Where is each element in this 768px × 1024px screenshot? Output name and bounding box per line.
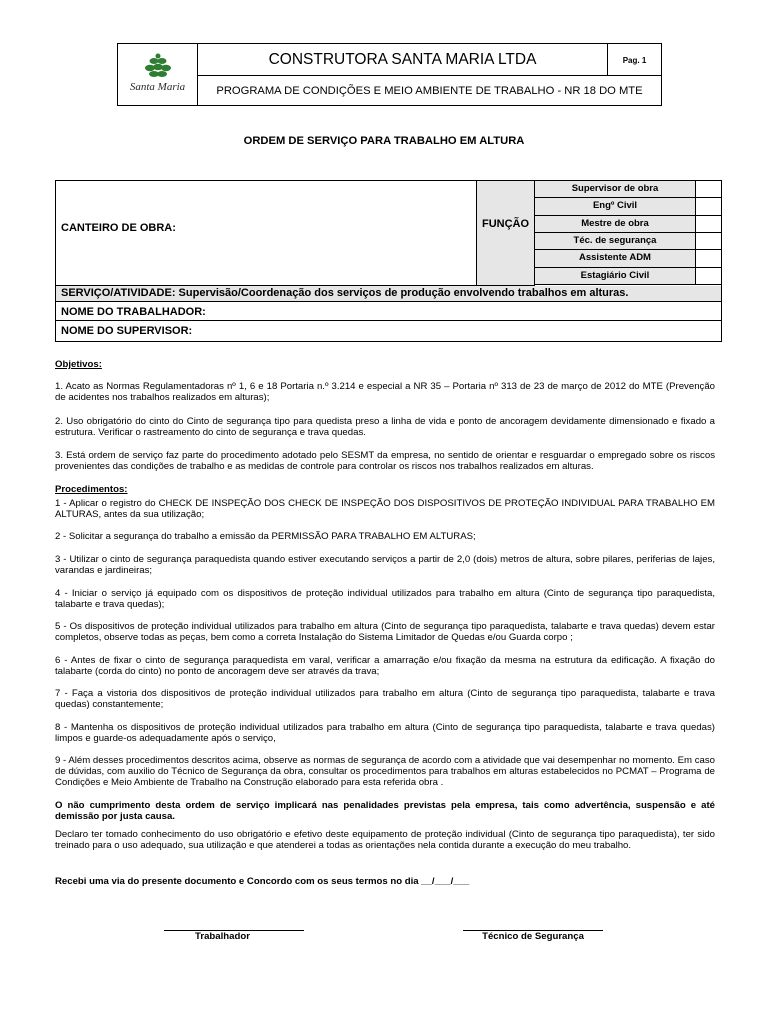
- procedimento-item: 4 - Iniciar o serviço já equipado com os dispositivos de proteção individual utilizados para trabalho em altura (Cinto de segurança tipo paraquedista, talabarte e trava quedas);: [55, 588, 715, 610]
- logo-text: Santa Maria: [129, 81, 186, 93]
- objetivo-item: 1. Acato as Normas Regulamentadoras nº 1, 6 e 18 Portaria n.º 3.214 e especial a NR 35 – Portaria nº 313 de 23 de março de 2012 do MTE (Prevenção de acidentes nos trabalhos realizados em alturas);: [55, 381, 715, 403]
- role-checkbox[interactable]: [696, 181, 721, 198]
- program-name: PROGRAMA DE CONDIÇÕES E MEIO AMBIENTE DE TRABALHO - NR 18 DO MTE: [216, 85, 643, 97]
- service-order-form: [55, 180, 722, 342]
- procedimento-item: 8 - Mantenha os dispositivos de proteção individual utilizados para trabalho em altura (Cinto de segurança tipo paraquedista, talabarte e trava quedas) limpos e guarde-os adequadamente após o serviço,: [55, 722, 715, 744]
- role-checkbox[interactable]: [696, 198, 721, 215]
- role-label: Estagiário Civil: [535, 268, 696, 285]
- receipt-text: Recebi uma via do presente documento e Concordo com os seus termos no dia __/___/___: [55, 876, 470, 887]
- canteiro-cell[interactable]: [56, 181, 477, 286]
- procedimento-item: 1 - Aplicar o registro do CHECK DE INSPEÇÃO DOS CHECK DE INSPEÇÃO DOS DISPOSITIVOS DE PROTEÇÃO INDIVIDUAL PARA TRABALHO EM ALTURAS, antes da sua utilização;: [55, 498, 715, 520]
- servico-atividade: SERVIÇO/ATIVIDADE: Supervisão/Coordenação dos serviços de produção envolvendo trabalhos em alturas.: [56, 286, 721, 302]
- role-label: Supervisor de obra: [535, 181, 696, 198]
- declaration-text: Declaro ter tomado conhecimento do uso obrigatório e efetivo deste equipamento de proteção individual (Cinto de segurança tipo paraquedista), ter sido treinado para o uso adequado, sua utilização e que atenderei a todas as orientações nela contida durante a execução do meu trabalho.: [55, 829, 715, 851]
- procedimento-item: 7 - Faça a vistoria dos dispositivos de proteção individual utilizados para trabalho em altura (Cinto de segurança tipo paraquedista, talabarte e trava quedas) constantemente;: [55, 688, 715, 710]
- logo-mark-icon: [118, 44, 197, 84]
- funcao-cell: [477, 181, 535, 286]
- role-label: Assistente ADM: [535, 250, 696, 267]
- trabalhador-field[interactable]: NOME DO TRABALHADOR:: [56, 303, 721, 321]
- document-header: [117, 43, 662, 106]
- objetivo-item: 2. Uso obrigatório do cinto do Cinto de segurança tipo para quedista preso a linha de vida e ponto de ancoragem devidamente dimensionado e fixado a estrutura. Verificar o rastreamento do cinto de segurança e trava quedas.: [55, 416, 715, 438]
- page-number: Pag. 1: [608, 44, 661, 76]
- objetivos-heading: Objetivos:: [55, 359, 102, 370]
- role-checkbox[interactable]: [696, 268, 721, 285]
- signature-label-worker: Trabalhador: [195, 931, 250, 942]
- company-logo: [118, 44, 198, 105]
- signature-label-technician: Técnico de Segurança: [482, 931, 584, 942]
- procedimento-item: 6 - Antes de fixar o cinto de segurança paraquedista em varal, verificar a amarração e/ou fixação da mesma na estrutura da edificação. A fixação do talabarte (corda do cinto) no ponto de ancoragem deve ser através da trava;: [55, 655, 715, 677]
- document-title: ORDEM DE SERVIÇO PARA TRABALHO EM ALTURA: [243, 135, 525, 147]
- role-label: Téc. de segurança: [535, 233, 696, 250]
- role-label: Mestre de obra: [535, 216, 696, 233]
- procedimentos-heading: Procedimentos:: [55, 484, 128, 495]
- procedimento-item: 9 - Além desses procedimentos descritos acima, observe as normas de segurança de acordo com a atividade que vai desempenhar no momento. Em caso de dúvidas, com auxilio do Técnico de Segurança da obra, consultar os procedimentos para trabalhos em alturas estabelecidos no PCMAT – Programa de Condições e Meio Ambiente de Trabalho na Construção elaborado para esta referida obra .: [55, 755, 715, 788]
- role-list: [535, 181, 696, 285]
- procedimento-item: 2 - Solicitar a segurança do trabalho a emissão da PERMISSÃO PARA TRABALHO EM ALTURAS;: [55, 531, 476, 542]
- procedimento-item: 3 - Utilizar o cinto de segurança paraquedista quando estiver executando serviços a partir de 2,0 (dois) metros de altura, sobre pilares, periferias de lajes, varandas e jardineiras;: [55, 554, 715, 576]
- procedimento-item: 5 - Os dispositivos de proteção individual utilizados para trabalho em altura (Cinto de segurança tipo paraquedista, talabarte e trava quedas) devem estar completos, observe todas as peças, bem como a correta Instalação do Sistema Limitador de Quedas e/ou Guarda corpo ;: [55, 621, 715, 643]
- company-name: CONSTRUTORA SANTA MARIA LTDA: [198, 44, 608, 76]
- role-checkbox[interactable]: [696, 250, 721, 267]
- role-checkboxes: [696, 181, 721, 285]
- funcao-label: FUNÇÃO: [482, 218, 530, 230]
- role-checkbox[interactable]: [696, 233, 721, 250]
- warning-text: O não cumprimento desta ordem de serviço implicará nas penalidades previstas pela empresa, tais como advertência, suspensão e até demissão por justa causa.: [55, 800, 715, 822]
- supervisor-field[interactable]: NOME DO SUPERVISOR:: [61, 325, 193, 337]
- role-checkbox[interactable]: [696, 216, 721, 233]
- canteiro-label: CANTEIRO DE OBRA:: [61, 222, 176, 234]
- role-label: Engº Civil: [535, 198, 696, 215]
- objetivo-item: 3. Está ordem de serviço faz parte do procedimento adotado pelo SESMT da empresa, no sentido de orientar e resguardar o empregado sobre os riscos provenientes das condições de trabalho e as medidas de controle para controlar os riscos nos trabalhos realizados em alturas.: [55, 450, 715, 472]
